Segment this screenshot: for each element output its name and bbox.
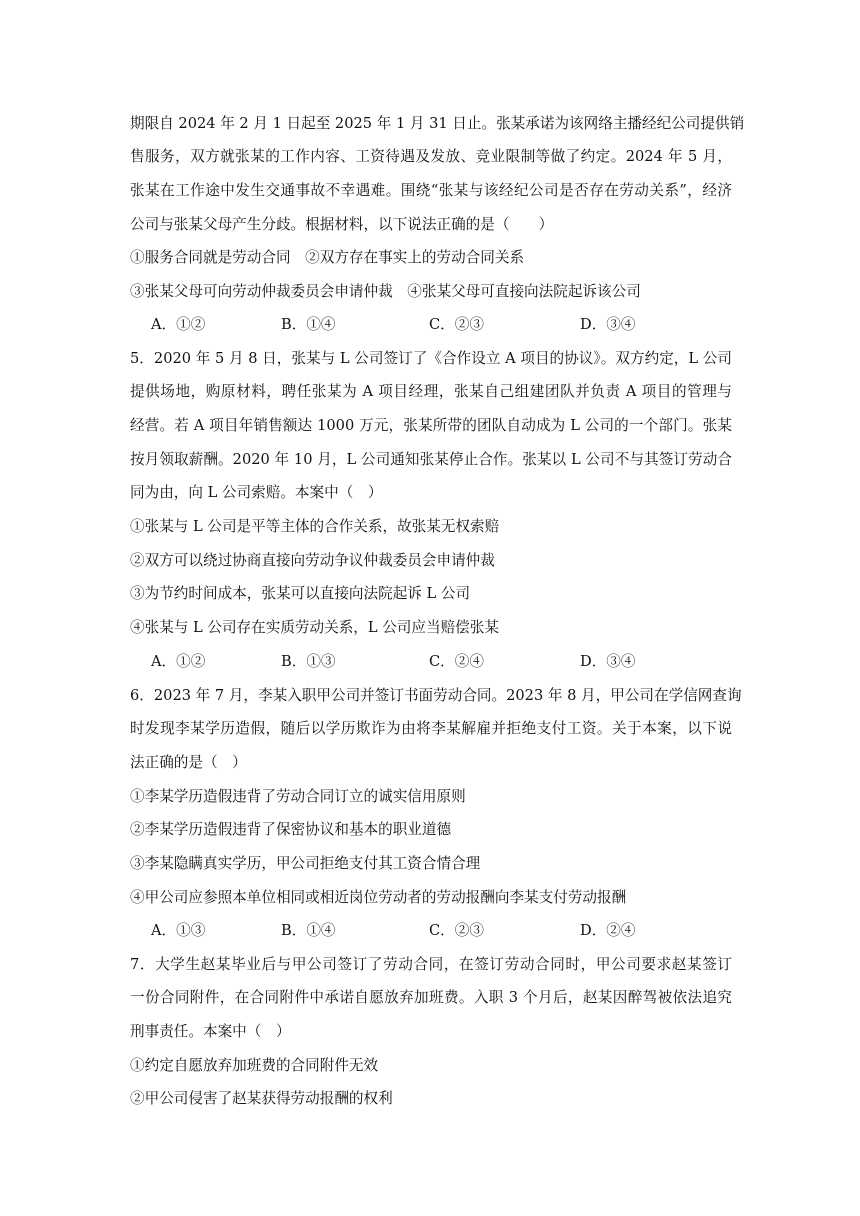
q6-option-b: B．①④ bbox=[281, 922, 336, 939]
q6-option-c: C．②③ bbox=[429, 922, 484, 939]
q5-option-a: A．①② bbox=[151, 653, 206, 670]
q5-statement: ③为节约时间成本，张某可以直接向法院起诉 L 公司 bbox=[130, 585, 471, 602]
q6-option-d: D．②④ bbox=[580, 922, 636, 939]
q4-text-line: 售服务，双方就张某的工作内容、工资待遇及发放、竞业限制等做了约定。2024 年 5 月， bbox=[130, 148, 732, 165]
q5-option-b: B．①③ bbox=[281, 653, 336, 670]
q7-text-line: 一份合同附件，在合同附件中承诺自愿放弃加班费。入职 3 个月后，赵某因醉驾被依法追究 bbox=[130, 989, 732, 1006]
q4-statement: ①服务合同就是劳动合同 ②双方存在事实上的劳动合同关系 bbox=[130, 249, 525, 266]
q4-text-line: 公司与张某父母产生分歧。根据材料，以下说法正确的是（ ） bbox=[130, 216, 554, 233]
q6-text-line: 法正确的是（ ） bbox=[130, 754, 247, 771]
q5-option-c: C．②④ bbox=[429, 653, 484, 670]
q4-statement: ③张某父母可向劳动仲裁委员会申请仲裁 ④张某父母可直接向法院起诉该公司 bbox=[130, 283, 641, 300]
q6-statement: ③李某隐瞒真实学历，甲公司拒绝支付其工资合情合理 bbox=[130, 855, 481, 872]
q6-statement: ①李某学历造假违背了劳动合同订立的诚实信用原则 bbox=[130, 788, 466, 805]
q6-statement: ④甲公司应参照本单位相同或相近岗位劳动者的劳动报酬向李某支付劳动报酬 bbox=[130, 889, 627, 906]
q5-text-line: 按月领取薪酬。2020 年 10 月，L 公司通知张某停止合作。张某以 L 公司不与其签订劳动合 bbox=[130, 451, 732, 468]
q6-option-a: A．①③ bbox=[151, 922, 206, 939]
q5-text-line: 提供场地，购原材料，聘任张某为 A 项目经理，张某自己组建团队并负责 A 项目的管理与 bbox=[130, 383, 732, 400]
q5-option-d: D．③④ bbox=[580, 653, 636, 670]
q5-statement: ②双方可以绕过协商直接向劳动争议仲裁委员会申请仲裁 bbox=[130, 552, 495, 569]
q7-statement: ①约定自愿放弃加班费的合同附件无效 bbox=[130, 1057, 379, 1074]
q4-option-a: A．①② bbox=[151, 316, 206, 333]
q6-text-line: 时发现李某学历造假，随后以学历欺诈为由将李某解雇并拒绝支付工资。关于本案，以下说 bbox=[130, 720, 732, 737]
q6-text-line: 6．2023 年 7 月，李某入职甲公司并签订书面劳动合同。2023 年 8 月，甲公司在学信网查询 bbox=[130, 687, 742, 704]
q6-statement: ②李某学历造假违背了保密协议和基本的职业道德 bbox=[130, 821, 452, 838]
q5-statement: ④张某与 L 公司存在实质劳动关系，L 公司应当赔偿张某 bbox=[130, 619, 499, 636]
q4-text-line: 张某在工作途中发生交通事故不幸遇难。围绕“张某与该经纪公司是否存在劳动关系”，经济 bbox=[130, 182, 732, 199]
q5-text-line: 5．2020 年 5 月 8 日，张某与 L 公司签订了《合作设立 A 项目的协议》。双方约定，L 公司 bbox=[130, 350, 732, 367]
q4-option-b: B．①④ bbox=[281, 316, 336, 333]
q4-option-d: D．③④ bbox=[580, 316, 636, 333]
q5-text-line: 同为由，向 L 公司索赔。本案中（ ） bbox=[130, 484, 383, 501]
q7-text-line: 7．大学生赵某毕业后与甲公司签订了劳动合同，在签订劳动合同时，甲公司要求赵某签订 bbox=[130, 956, 732, 973]
q4-text-line: 期限自 2024 年 2 月 1 日起至 2025 年 1 月 31 日止。张某承诺为该网络主播经纪公司提供销 bbox=[130, 115, 745, 132]
q5-statement: ①张某与 L 公司是平等主体的合作关系，故张某无权索赔 bbox=[130, 518, 500, 535]
q5-text-line: 经营。若 A 项目年销售额达 1000 万元，张某所带的团队自动成为 L 公司的一个部门。张某 bbox=[130, 417, 732, 434]
q4-option-c: C．②③ bbox=[429, 316, 484, 333]
q7-text-line: 刑事责任。本案中（ ） bbox=[130, 1023, 291, 1040]
q7-statement: ②甲公司侵害了赵某获得劳动报酬的权利 bbox=[130, 1090, 393, 1107]
